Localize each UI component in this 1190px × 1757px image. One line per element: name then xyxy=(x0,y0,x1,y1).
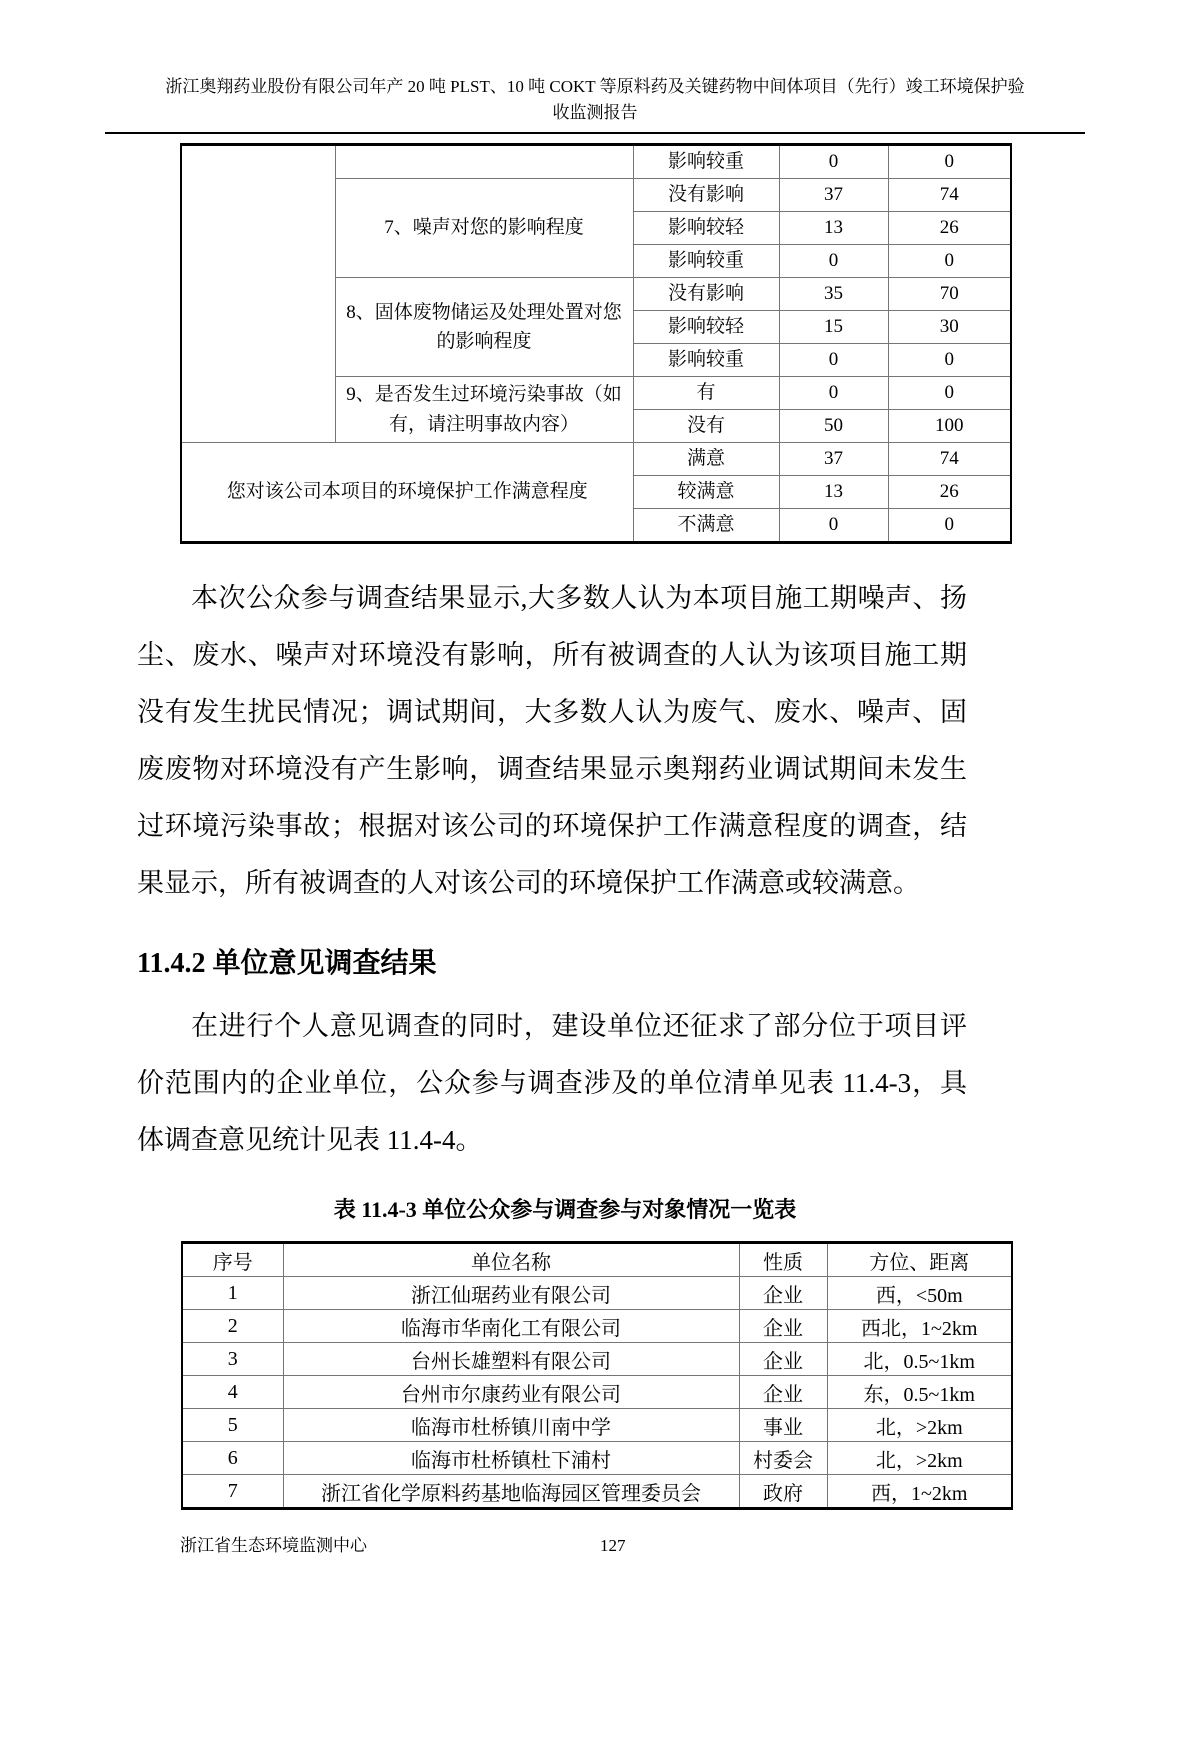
percent-cell: 26 xyxy=(888,212,1011,245)
unit-type-cell: 事业 xyxy=(739,1409,827,1442)
table-caption-11-4-3: 表 11.4-3 单位公众参与调查参与对象情况一览表 xyxy=(333,1197,797,1222)
question-cell-q9: 9、是否发生过环境污染事故（如有，请注明事故内容） xyxy=(335,377,633,443)
count-cell: 0 xyxy=(779,245,888,278)
survey-table-section xyxy=(180,143,1190,544)
unit-type-cell: 企业 xyxy=(739,1376,827,1409)
question-cell-q8: 8、固体废物储运及处理处置对您的影响程度 xyxy=(335,278,633,377)
table-row xyxy=(182,1376,1012,1409)
table-row xyxy=(182,1277,1012,1310)
unit-name-cell: 台州长雄塑料有限公司 xyxy=(283,1343,739,1376)
table-row xyxy=(181,145,1011,179)
units-table xyxy=(181,1241,1013,1510)
unit-name-cell: 临海市杜桥镇杜下浦村 xyxy=(283,1442,739,1475)
unit-distance-cell: 北，>2km xyxy=(827,1442,1012,1475)
option-cell: 不满意 xyxy=(633,509,779,543)
option-cell: 有 xyxy=(633,377,779,410)
unit-distance-cell: 西北，1~2km xyxy=(827,1310,1012,1343)
table-row xyxy=(181,443,1011,476)
unit-no-cell: 3 xyxy=(182,1343,283,1376)
count-cell: 37 xyxy=(779,443,888,476)
option-cell: 影响较重 xyxy=(633,245,779,278)
unit-no-cell: 4 xyxy=(182,1376,283,1409)
unit-distance-cell: 北，>2km xyxy=(827,1409,1012,1442)
option-cell: 满意 xyxy=(633,443,779,476)
unit-name-cell: 临海市华南化工有限公司 xyxy=(283,1310,739,1343)
count-cell: 0 xyxy=(779,509,888,543)
unit-name-cell: 浙江仙琚药业有限公司 xyxy=(283,1277,739,1310)
option-cell: 没有 xyxy=(633,410,779,443)
percent-cell: 0 xyxy=(888,377,1011,410)
percent-cell: 74 xyxy=(888,179,1011,212)
table-row xyxy=(182,1310,1012,1343)
unit-type-cell: 企业 xyxy=(739,1277,827,1310)
table-row xyxy=(182,1475,1012,1509)
percent-cell: 0 xyxy=(888,245,1011,278)
option-cell: 较满意 xyxy=(633,476,779,509)
survey-results-table xyxy=(180,143,1012,544)
unit-distance-cell: 西，1~2km xyxy=(827,1475,1012,1509)
header-rule xyxy=(105,132,1085,134)
table-header-cell: 性质 xyxy=(739,1243,827,1277)
percent-cell: 0 xyxy=(888,509,1011,543)
footer-org: 浙江省生态环境监测中心 xyxy=(180,1536,367,1555)
unit-type-cell: 村委会 xyxy=(739,1442,827,1475)
question-cell-continued xyxy=(335,145,633,179)
running-head xyxy=(95,74,1095,126)
unit-name-cell: 台州市尔康药业有限公司 xyxy=(283,1376,739,1409)
count-cell: 13 xyxy=(779,476,888,509)
unit-no-cell: 7 xyxy=(182,1475,283,1509)
page-footer xyxy=(180,1534,1190,1558)
count-cell: 15 xyxy=(779,311,888,344)
unit-no-cell: 6 xyxy=(182,1442,283,1475)
body-paragraph-1: 本次公众参与调查结果显示,大多数人认为本项目施工期噪声、扬尘、废水、噪声对环境没有影响，所有被调查的人认为该项目施工期没有发生扰民情况；调试期间，大多数人认为废气、废水、噪声、固废废物对环境没有产生影响，调查结果显示奥翔药业调试期间未发生过环境污染事故；根据对该公司的环境保护工作满意程度的调查，结果显示，所有被调查的人对该公司的环境保护工作满意或较满意。 xyxy=(137,583,967,898)
percent-cell: 70 xyxy=(888,278,1011,311)
body-paragraph-2: 在进行个人意见调查的同时，建设单位还征求了部分位于项目评价范围内的企业单位，公众参与调查涉及的单位清单见表 11.4-3，具体调查意见统计见表 11.4-4。 xyxy=(137,1011,967,1155)
unit-name-cell: 浙江省化学原料药基地临海园区管理委员会 xyxy=(283,1475,739,1509)
percent-cell: 100 xyxy=(888,410,1011,443)
table-header-cell: 单位名称 xyxy=(283,1243,739,1277)
count-cell: 0 xyxy=(779,377,888,410)
percent-cell: 0 xyxy=(888,145,1011,179)
unit-name-cell: 临海市杜桥镇川南中学 xyxy=(283,1409,739,1442)
page-number: 127 xyxy=(600,1536,626,1555)
table-header-row xyxy=(182,1243,1012,1277)
table-row xyxy=(182,1343,1012,1376)
unit-no-cell: 1 xyxy=(182,1277,283,1310)
count-cell: 0 xyxy=(779,344,888,377)
table-header-cell: 方位、距离 xyxy=(827,1243,1012,1277)
option-cell: 没有影响 xyxy=(633,179,779,212)
percent-cell: 26 xyxy=(888,476,1011,509)
running-head-line1: 浙江奥翔药业股份有限公司年产 20 吨 PLST、10 吨 COKT 等原料药及关键药物中间体项目（先行）竣工环境保护验 xyxy=(165,77,1025,96)
table-header-cell: 序号 xyxy=(182,1243,283,1277)
running-head-line2: 收监测报告 xyxy=(552,103,638,122)
percent-cell: 0 xyxy=(888,344,1011,377)
category-cell-empty xyxy=(181,145,335,443)
unit-distance-cell: 东，0.5~1km xyxy=(827,1376,1012,1409)
percent-cell: 74 xyxy=(888,443,1011,476)
unit-type-cell: 企业 xyxy=(739,1310,827,1343)
count-cell: 13 xyxy=(779,212,888,245)
table-row xyxy=(182,1442,1012,1475)
table-row xyxy=(182,1409,1012,1442)
section-heading-11-4-2: 11.4.2 单位意见调查结果 xyxy=(137,948,437,979)
unit-type-cell: 政府 xyxy=(739,1475,827,1509)
percent-cell: 30 xyxy=(888,311,1011,344)
question-cell-q7: 7、噪声对您的影响程度 xyxy=(335,179,633,278)
unit-no-cell: 5 xyxy=(182,1409,283,1442)
unit-distance-cell: 北，0.5~1km xyxy=(827,1343,1012,1376)
option-cell: 没有影响 xyxy=(633,278,779,311)
option-cell: 影响较轻 xyxy=(633,311,779,344)
count-cell: 50 xyxy=(779,410,888,443)
unit-distance-cell: 西，<50m xyxy=(827,1277,1012,1310)
count-cell: 37 xyxy=(779,179,888,212)
option-cell: 影响较轻 xyxy=(633,212,779,245)
count-cell: 35 xyxy=(779,278,888,311)
unit-type-cell: 企业 xyxy=(739,1343,827,1376)
count-cell: 0 xyxy=(779,145,888,179)
question-cell-satisfaction: 您对该公司本项目的环境保护工作满意程度 xyxy=(181,443,633,543)
unit-no-cell: 2 xyxy=(182,1310,283,1343)
option-cell: 影响较重 xyxy=(633,344,779,377)
option-cell: 影响较重 xyxy=(633,145,779,179)
